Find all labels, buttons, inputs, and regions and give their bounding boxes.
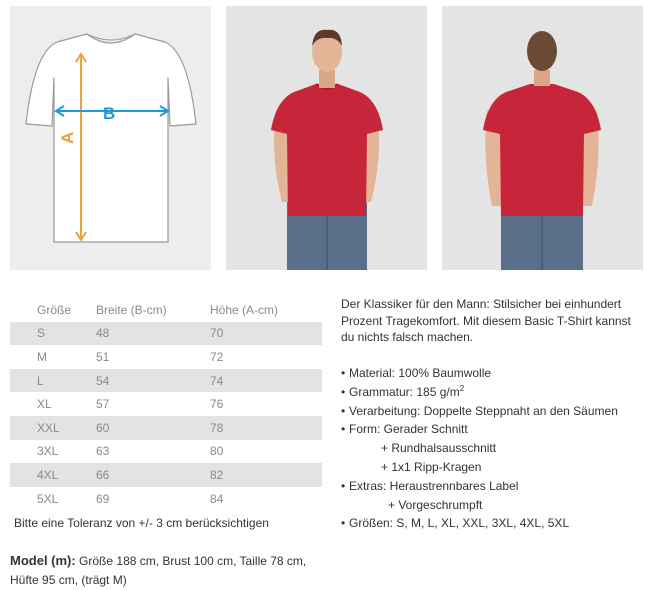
cell-size: L (37, 373, 44, 388)
feature-sizes: Größen: S, M, L, XL, XXL, 3XL, 4XL, 5XL (349, 516, 570, 531)
header-width: Breite (B-cm) (96, 302, 167, 317)
size-diagram-panel (10, 6, 211, 270)
tolerance-note: Bitte eine Toleranz von +/- 3 cm berücksichtigen (14, 516, 269, 530)
cell-width: 63 (96, 444, 110, 459)
cell-size: M (37, 349, 47, 364)
size-table (10, 298, 322, 510)
feature-extras: Extras: Heraustrennbares Label (349, 478, 519, 493)
cell-width: 66 (96, 467, 110, 482)
bullet-icon: • (341, 422, 346, 437)
header-height: Höhe (A-cm) (210, 302, 279, 317)
cell-width: 51 (96, 349, 110, 364)
cell-height: 80 (210, 444, 224, 459)
feature-form-sub1: + Rundhalsausschnitt (381, 441, 497, 456)
cell-height: 84 (210, 491, 224, 506)
cell-height: 72 (210, 349, 224, 364)
cell-height: 70 (210, 326, 224, 341)
cell-width: 60 (96, 420, 110, 435)
list-item (341, 514, 646, 533)
cell-size: 5XL (37, 491, 59, 506)
table-row (10, 463, 322, 487)
model-back-photo (442, 6, 643, 270)
bullet-icon: • (341, 478, 346, 493)
list-item (341, 439, 646, 458)
model-info (10, 551, 330, 590)
bullet-icon: • (341, 403, 346, 418)
tshirt-outline-diagram (10, 6, 211, 270)
feature-form-sub2: + 1x1 Ripp-Kragen (381, 459, 482, 474)
table-row (10, 392, 322, 416)
feature-list (341, 364, 646, 533)
product-description: Der Klassiker für den Mann: Stilsicher bei einhundert Prozent Tragekomfort. Mit diesem Basic T-Shirt kannst du nichts falsch machen. (341, 297, 631, 344)
cell-height: 82 (210, 467, 224, 482)
size-table-header (10, 298, 322, 322)
label-a: A (58, 131, 77, 144)
list-item (341, 383, 646, 402)
cell-size: 4XL (37, 467, 59, 482)
table-row (10, 487, 322, 511)
cell-width: 69 (96, 491, 110, 506)
cell-width: 48 (96, 326, 110, 341)
bullet-icon: • (341, 516, 346, 531)
model-label: Model (m): (10, 553, 76, 568)
cell-size: 3XL (37, 444, 59, 459)
bullet-icon: • (341, 366, 346, 380)
list-item (341, 402, 646, 421)
cell-height: 78 (210, 420, 224, 435)
cell-size: XXL (37, 420, 60, 435)
cell-height: 76 (210, 397, 224, 412)
grammatur-superscript: 2 (459, 383, 465, 393)
list-item (341, 496, 646, 515)
feature-form: Form: Gerader Schnitt (349, 422, 468, 437)
table-row (10, 345, 322, 369)
list-item (341, 477, 646, 496)
label-b: B (103, 104, 116, 123)
table-row (10, 416, 322, 440)
bullet-icon: • (341, 384, 346, 399)
table-row (10, 322, 322, 346)
table-row (10, 369, 322, 393)
cell-size: S (37, 326, 46, 341)
cell-size: XL (37, 397, 52, 412)
feature-extras-sub: + Vorgeschrumpft (388, 497, 483, 512)
model-front-photo (226, 6, 427, 270)
cell-height: 74 (210, 373, 224, 388)
feature-material: Material: 100% Baumwolle (349, 366, 492, 380)
feature-grammatur: Grammatur: 185 g/m (349, 384, 460, 399)
table-row (10, 440, 322, 464)
feature-verarbeitung: Verarbeitung: Doppelte Steppnaht an den Säumen (349, 403, 618, 418)
list-item (341, 420, 646, 439)
list-item (341, 364, 646, 383)
list-item (341, 458, 646, 477)
cell-width: 57 (96, 397, 110, 412)
model-measurements: Größe 188 cm, Brust 100 cm, Taille 78 cm, Hüfte 95 cm, (trägt M) (10, 554, 307, 587)
cell-width: 54 (96, 373, 110, 388)
header-size: Größe (37, 302, 72, 317)
